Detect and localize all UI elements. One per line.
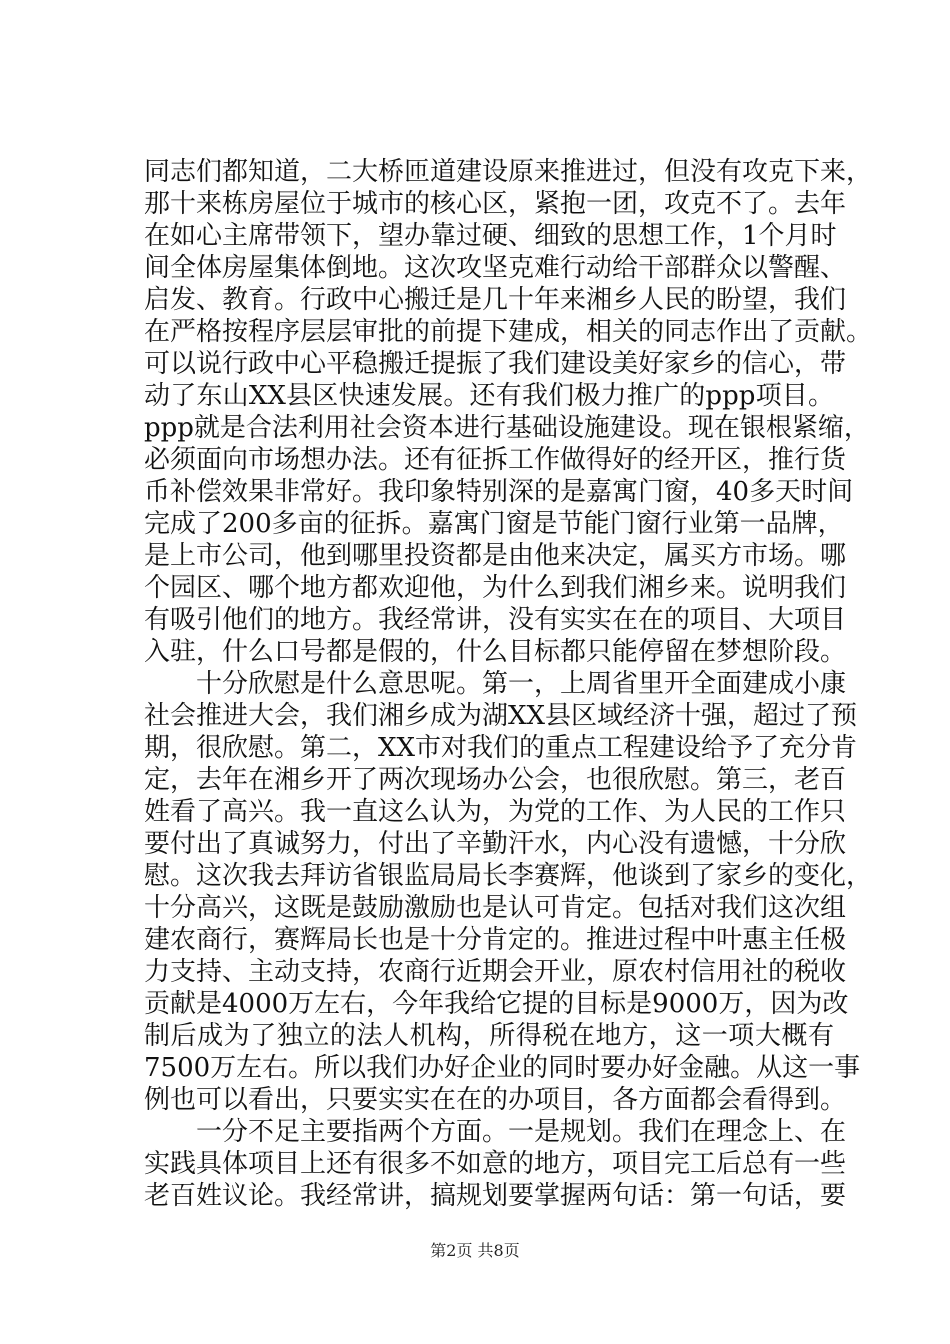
text-line: 在严格按程序层层审批的前提下建成，相关的同志作出了贡献。 [144,317,873,347]
text-line: 完成了200多亩的征拆。嘉寓门窗是节能门窗行业第一品牌， [144,509,844,539]
text-line: 定，去年在湘乡开了两次现场办公会，也很欣慰。第三，老百 [144,765,847,795]
text-line: ppp就是合法利用社会资本进行基础设施建设。现在银根紧缩， [144,413,870,443]
text-line: 可以说行政中心平稳搬迁提振了我们建设美好家乡的信心，带 [144,349,847,379]
text-line: 社会推进大会，我们湘乡成为湖XX县区域经济十强，超过了预 [144,701,858,731]
text-line: 7500万左右。所以我们办好企业的同时要办好金融。从这一事 [144,1053,861,1083]
text-line: 那十来栋房屋位于城市的核心区，紧抱一团，攻克不了。去年 [144,189,847,219]
text-line: 必须面向市场想办法。还有征拆工作做得好的经开区，推行货 [144,445,847,475]
text-line: 是上市公司，他到哪里投资都是由他来决定，属买方市场。哪 [144,541,847,571]
text-line: 期，很欣慰。第二，XX市对我们的重点工程建设给予了充分肯 [144,733,858,763]
text-line: 启发、教育。行政中心搬迁是几十年来湘乡人民的盼望，我们 [144,285,847,315]
body-text [144,156,873,1212]
paragraph-start-line: 十分欣慰是什么意思呢。第一，上周省里开全面建成小康 [196,669,847,699]
text-line: 有吸引他们的地方。我经常讲，没有实实在在的项目、大项目 [144,605,847,635]
text-line: 在如心主席带领下，望办靠过硬、细致的思想工作，1个月时 [144,221,837,251]
paragraph-start-line: 一分不足主要指两个方面。一是规划。我们在理念上、在 [196,1117,847,1147]
text-line: 动了东山XX县区快速发展。还有我们极力推广的ppp项目。 [144,381,834,411]
text-line: 建农商行，赛辉局长也是十分肯定的。推进过程中叶惠主任极 [144,925,847,955]
text-line: 慰。这次我去拜访省银监局局长李赛辉，他谈到了家乡的变化， [144,861,873,891]
text-line: 十分高兴，这既是鼓励激励也是认可肯定。包括对我们这次组 [144,893,847,923]
text-line: 力支持、主动支持，农商行近期会开业，原农村信用社的税收 [144,957,847,987]
text-line: 老百姓议论。我经常讲，搞规划要掌握两句话：第一句话，要 [144,1181,847,1211]
text-line: 要付出了真诚努力，付出了辛勤汗水，内心没有遗憾，十分欣 [144,829,847,859]
page-footer: 第2页 共8页 [430,1241,520,1260]
text-line: 间全体房屋集体倒地。这次攻坚克难行动给干部群众以警醒、 [144,253,847,283]
text-line: 制后成为了独立的法人机构，所得税在地方，这一项大概有 [144,1021,834,1051]
text-line: 实践具体项目上还有很多不如意的地方，项目完工后总有一些 [144,1149,847,1179]
text-line: 例也可以看出，只要实实在在的办项目，各方面都会看得到。 [144,1085,847,1115]
text-line: 个园区、哪个地方都欢迎他，为什么到我们湘乡来。说明我们 [144,573,847,603]
text-line: 入驻，什么口号都是假的，什么目标都只能停留在梦想阶段。 [144,637,847,667]
text-line: 姓看了高兴。我一直这么认为，为党的工作、为人民的工作只 [144,797,847,827]
text-line: 同志们都知道，二大桥匝道建设原来推进过，但没有攻克下来， [144,157,873,187]
text-line: 币补偿效果非常好。我印象特别深的是嘉寓门窗，40多天时间 [144,477,854,507]
text-line: 贡献是4000万左右，今年我给它提的目标是9000万，因为改 [144,989,849,1019]
